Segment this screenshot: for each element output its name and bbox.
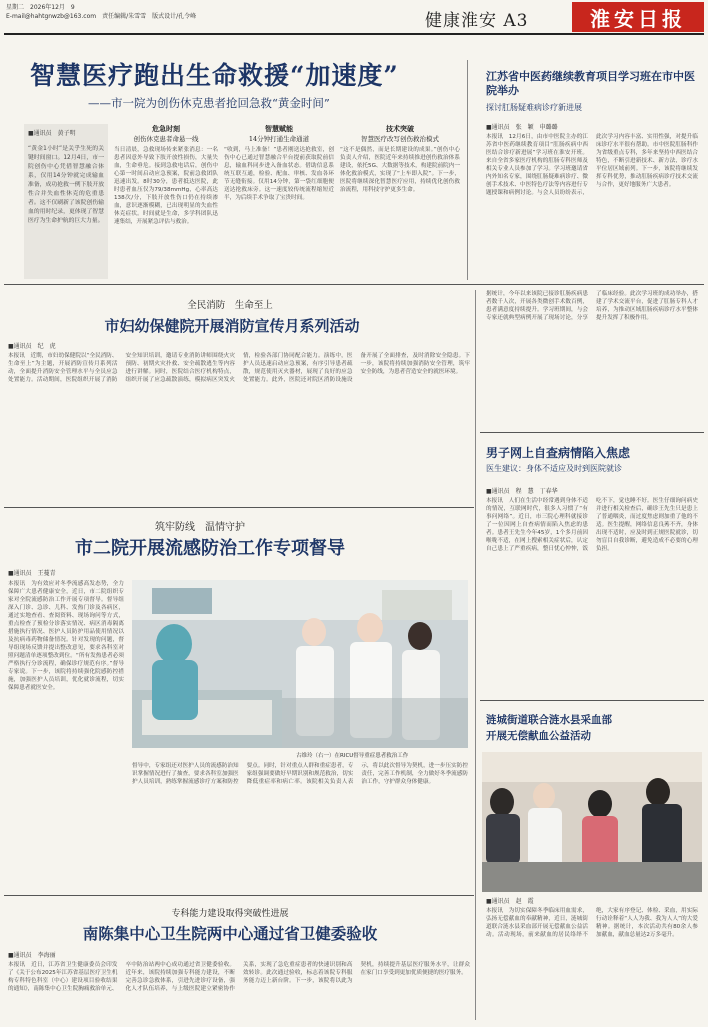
flu-text-cont: 督导中，专家组还对医护人员的流感防治知识掌握情况进行了抽查，要求各科室加强医护人员培训，熟练掌握流感诊疗方案和防控要点。同时，针对重点人群和重症患者，专家组强调要做好早期识别和规范救治，切实降低重症率和病亡率。该院相关负责人表示，将以此次督导为契机，进一步压实防控责任，完善工作机制，全力做好冬季流感防治工作，守护群众身体健康。 (132, 763, 468, 785)
lead-col1-text: 当日清晨，急救现场传来紧张消息：一名患者因意外导致下肢开放性损伤，大量失血，生命垂危。接到急救电话后，创伤中心第一时间启动应急预案，院前急救团队迅速出发。8时30分，患者抵达医院，此时患者血压仅为79/38mmHg，心率高达138次/分，下肢开放性伤口仍在持续渗血，意识逐渐模糊，已出现明显的失血性休克症状。时间就是生命，多学科团队迅速集结，开展紧急评估与救治。 (114, 147, 218, 225)
lead-col2-text: “收到，马上准备！”患者刚送达抢救室，创伤中心已通过智慧融合平台提前获取院前信息，输血科同步进入备血状态。借助信息系统互联互通，检验、配血、审核、发血各环节无缝衔接。仅用14分钟，第一袋红细胞便送达抢救床旁。这一速度较传统流程缩短近半，为后续手术争取了宝贵时间。 (224, 147, 334, 201)
section-rule (4, 284, 704, 285)
fire-byline: ■通讯员 纪 虎 (8, 343, 56, 350)
tcm-title: 江苏省中医药继续教育项目学习班在市中医院举办 (486, 70, 695, 97)
lead-subtitle: ——市一院为创伤休克患者抢回急救“黄金时间” (88, 96, 330, 110)
lead-title: 智慧医疗跑出生命救援“加速度” (30, 61, 399, 90)
section-title: 健康淮安 A3 (425, 11, 529, 31)
nanchen-byline: ■通讯员 李海丽 (8, 952, 56, 959)
blood-photo (482, 752, 702, 892)
lead-col3-sub: 智慧医疗改写创伤救治模式 (361, 135, 439, 143)
newspaper-logo: 淮安日报 (572, 2, 704, 32)
section-rule (480, 700, 704, 701)
blood-byline: ■通讯员 赵 霞 (486, 898, 534, 905)
fire-text: 本报讯 近期，市妇幼保健院以“全民消防、生命至上”为主题，开展消防宣传月系列活动，全面提升消防安全管理水平与全员应急处置能力。活动期间，医院组织开展了消防安全知识培训，邀请专业消防讲师围绕火灾预防、初期火灾扑救、安全疏散逃生等内容进行讲解。同时，医院结合医疗机构特点，组织开展了应急疏散演练，模拟病区突发火情，检验各部门协同配合能力。演练中，医护人员迅速启动应急预案，有序引导患者疏散，规范使用灭火器材，展现了良好的应急处置能力。此外，医院还对院区消防设施设备开展了全面排查，及时消除安全隐患。下一步，该院将持续加强消防安全管理，筑牢安全防线，为患者营造安全的就医环境。 (8, 353, 470, 383)
tcm-text-cont: 据统计，今年以来该院已接诊肛肠疾病患者数千人次，开展各类微创手术数百例，患者满意度持续提升。学习班期间，与会专家还就典型病例开展了现场讨论，分享了临床经验。此次学习班的成功举办，搭建了学术交流平台，促进了肛肠专科人才培养，为推动区域肛肠疾病诊疗水平整体提升发挥了积极作用。 (486, 291, 698, 321)
lead-col1-head: 危急时刻 (152, 124, 180, 133)
flu-photo (132, 580, 468, 748)
section-rule (4, 895, 474, 896)
blood-text: 本报讯 为切实保障冬季临床用血需求，弘扬无偿献血的奉献精神，近日，涟城街道联合涟水县采血部开展无偿献血公益活动。活动现场，前来献血的居民络绎不绝，大家有序登记、体检、采血，用实际行动诠释着“人人为我、我为人人”的大爱精神。据统计，本次活动共有80余人参加献血，献血总量达2万多毫升。 (486, 908, 698, 938)
flu-kicker: 筑牢防线 温情守护 (155, 522, 245, 533)
lead-col3-head: 技术突破 (386, 124, 414, 133)
lead-summary: “黄金1小时”是关乎生死的关键时间窗口。12月4日，市一院创伤中心凭借智慧融合体系，仅用14分钟就完成输血准备，成功抢救一例下肢开放性合并失血性休克的危重患者。这不仅刷新了该院创伤输血的用时纪录，更体现了智慧医疗为生命护航的巨大力量。 (28, 146, 104, 224)
nanchen-text: 本报讯 近日，江苏省卫生健康委员会印发了《关于公布2025年江苏省基层医疗卫生机构专科特色科室（中心）建设项目验收结果的通知》，南陈集中心卫生院胸痛救治单元、卒中防治站两中心成功通过省卫健委验收。近年来，该院持续加强专科能力建设，不断完善急诊急救体系，引进先进诊疗设备，强化人才队伍培养，与上级医院建立紧密协作关系，实现了急危重症患者的快速识别和高效转诊。此次通过验收，标志着该院专科服务能力迈上新台阶。下一步，该院将以此为契机，持续提升基层医疗服务水平，让群众在家门口享受到更加优质便捷的医疗服务。 (8, 962, 470, 992)
flu-caption: 古维玲（右一）在RICU督导重症患者救治工作 (296, 753, 409, 759)
lead-byline: ■通讯员 黄子明 (28, 130, 76, 137)
section-rule (4, 507, 474, 508)
search-title: 男子网上自查病情陷入焦虑 (486, 446, 631, 460)
section-rule (480, 432, 704, 433)
search-text: 本报讯 人们在生活中经常遇到身体不适的情况，互联网时代，很多人习惯了“有事问网络”。近日，市三院心理科就接诊了一位因网上自查病情而陷入焦虑的患者。患者王先生今年45岁，1个多月前因喉咙不适，在网上搜索相关症状后，认定自己患上了严重疾病，整日忧心忡忡，饭吃不下，觉也睡不好。医生仔细询问病史并进行相关检查后，确诊王先生只是患上了普通咽炎，而过度焦虑则加重了他的不适。医生提醒，网络信息良莠不齐，身体出现不适时，应及时到正规医院就诊，切勿盲目自我诊断，避免造成不必要的心理负担。 (486, 498, 698, 552)
flu-title: 市二院开展流感防治工作专项督导 (75, 538, 345, 559)
date-line: 星期二 2026年12月 9 (6, 4, 75, 11)
divider (467, 60, 468, 280)
lead-summary-box (24, 124, 108, 279)
fire-kicker: 全民消防 生命至上 (187, 300, 273, 311)
nanchen-kicker: 专科能力建设取得突破性进展 (171, 909, 289, 919)
fire-title: 市妇幼保健院开展消防宣传月系列活动 (104, 317, 360, 335)
lead-col2-sub: 14分钟打通生命通道 (248, 135, 310, 143)
tcm-byline: ■通讯员 张 颖 申璐璐 (486, 124, 558, 131)
masthead-rule (4, 33, 704, 35)
flu-text: 本报讯 为有效应对冬季流感高发态势，全力保障广大患者健康安全，近日，市二院组织专家对全院流感防治工作开展专项督导。督导组深入门诊、急诊、儿科、发热门诊及各病区，通过实地查看、查阅资料、现场询问等方式，重点检查了预检分诊落实情况、病区消毒隔离措施执行情况、医护人员防护用品使用情况以及抗病毒药物储备情况。针对发现的问题，督导组现场反馈并提出整改意见，要求各科室对照问题清单逐项整改到位。“所有发热患者必须严格执行分诊流程，确保诊疗规范有序。”督导专家说。下一步，该院将持续强化院感防控措施，加强医护人员培训，优化就诊流程，切实保障患者就医安全。 (8, 581, 124, 691)
divider (475, 290, 476, 1020)
lead-col2-head: 智慧赋能 (265, 124, 293, 133)
blood-title-2: 开展无偿献血公益活动 (486, 730, 591, 742)
nanchen-title: 南陈集中心卫生院两中心通过省卫健委验收 (82, 924, 378, 943)
flu-byline: ■通讯员 王蔓青 (8, 570, 56, 577)
blood-title-1: 涟城街道联合涟水县采血部 (486, 714, 612, 726)
page-number: A3 (503, 11, 529, 31)
info-line: E-mail@hahtgnwzb@163.com 责任编辑/朱雪雪 版式设计/孔令峰 (6, 13, 197, 20)
search-subtitle: 医生建议：身体不适应及时到医院就诊 (486, 464, 622, 473)
tcm-subtitle: 探讨肛肠疑难病诊疗新进展 (486, 103, 582, 112)
lead-col-2 (224, 124, 334, 279)
lead-col3-text: “这不是偶然，而是长期建设的成果。”创伤中心负责人介绍，医院近年来持续推进创伤救治体系建设，依托5G、大数据等技术，构建院前院内一体化救治模式，实现了“上车即入院”。下一步，医院将继续深化智慧医疗应用，持续优化创伤救治流程，用科技守护更多生命。 (340, 147, 460, 193)
lead-col-3 (340, 124, 460, 279)
lead-col-1 (114, 124, 218, 279)
tcm-text: 本报讯 12月6日，由市中医院主办的江苏省中医药继续教育项目“肛肠疾病中西医结合诊疗新进展”学习班在淮安开班。来自全省多家医疗机构的肛肠专科医师及相关专业人员参加了学习。学习班邀请省内外知名专家，围绕肛肠疑难病诊疗、微创手术技术、中医特色疗法等内容进行专题授课和病例讨论。与会人员纷纷表示，此次学习内容丰富、实用性强，对提升临床诊疗水平很有帮助。市中医院肛肠科作为省级重点专科，多年来坚持中西医结合特色，不断引进新技术、新方法，诊疗水平位居区域前列。下一步，该院将继续发挥专科优势，推动肛肠疾病诊疗技术交流与合作，更好地服务广大患者。 (486, 134, 698, 196)
lead-col1-sub: 创伤休克患者命悬一线 (133, 135, 199, 143)
search-byline: ■通讯员 程 慧 丁春华 (486, 488, 558, 495)
